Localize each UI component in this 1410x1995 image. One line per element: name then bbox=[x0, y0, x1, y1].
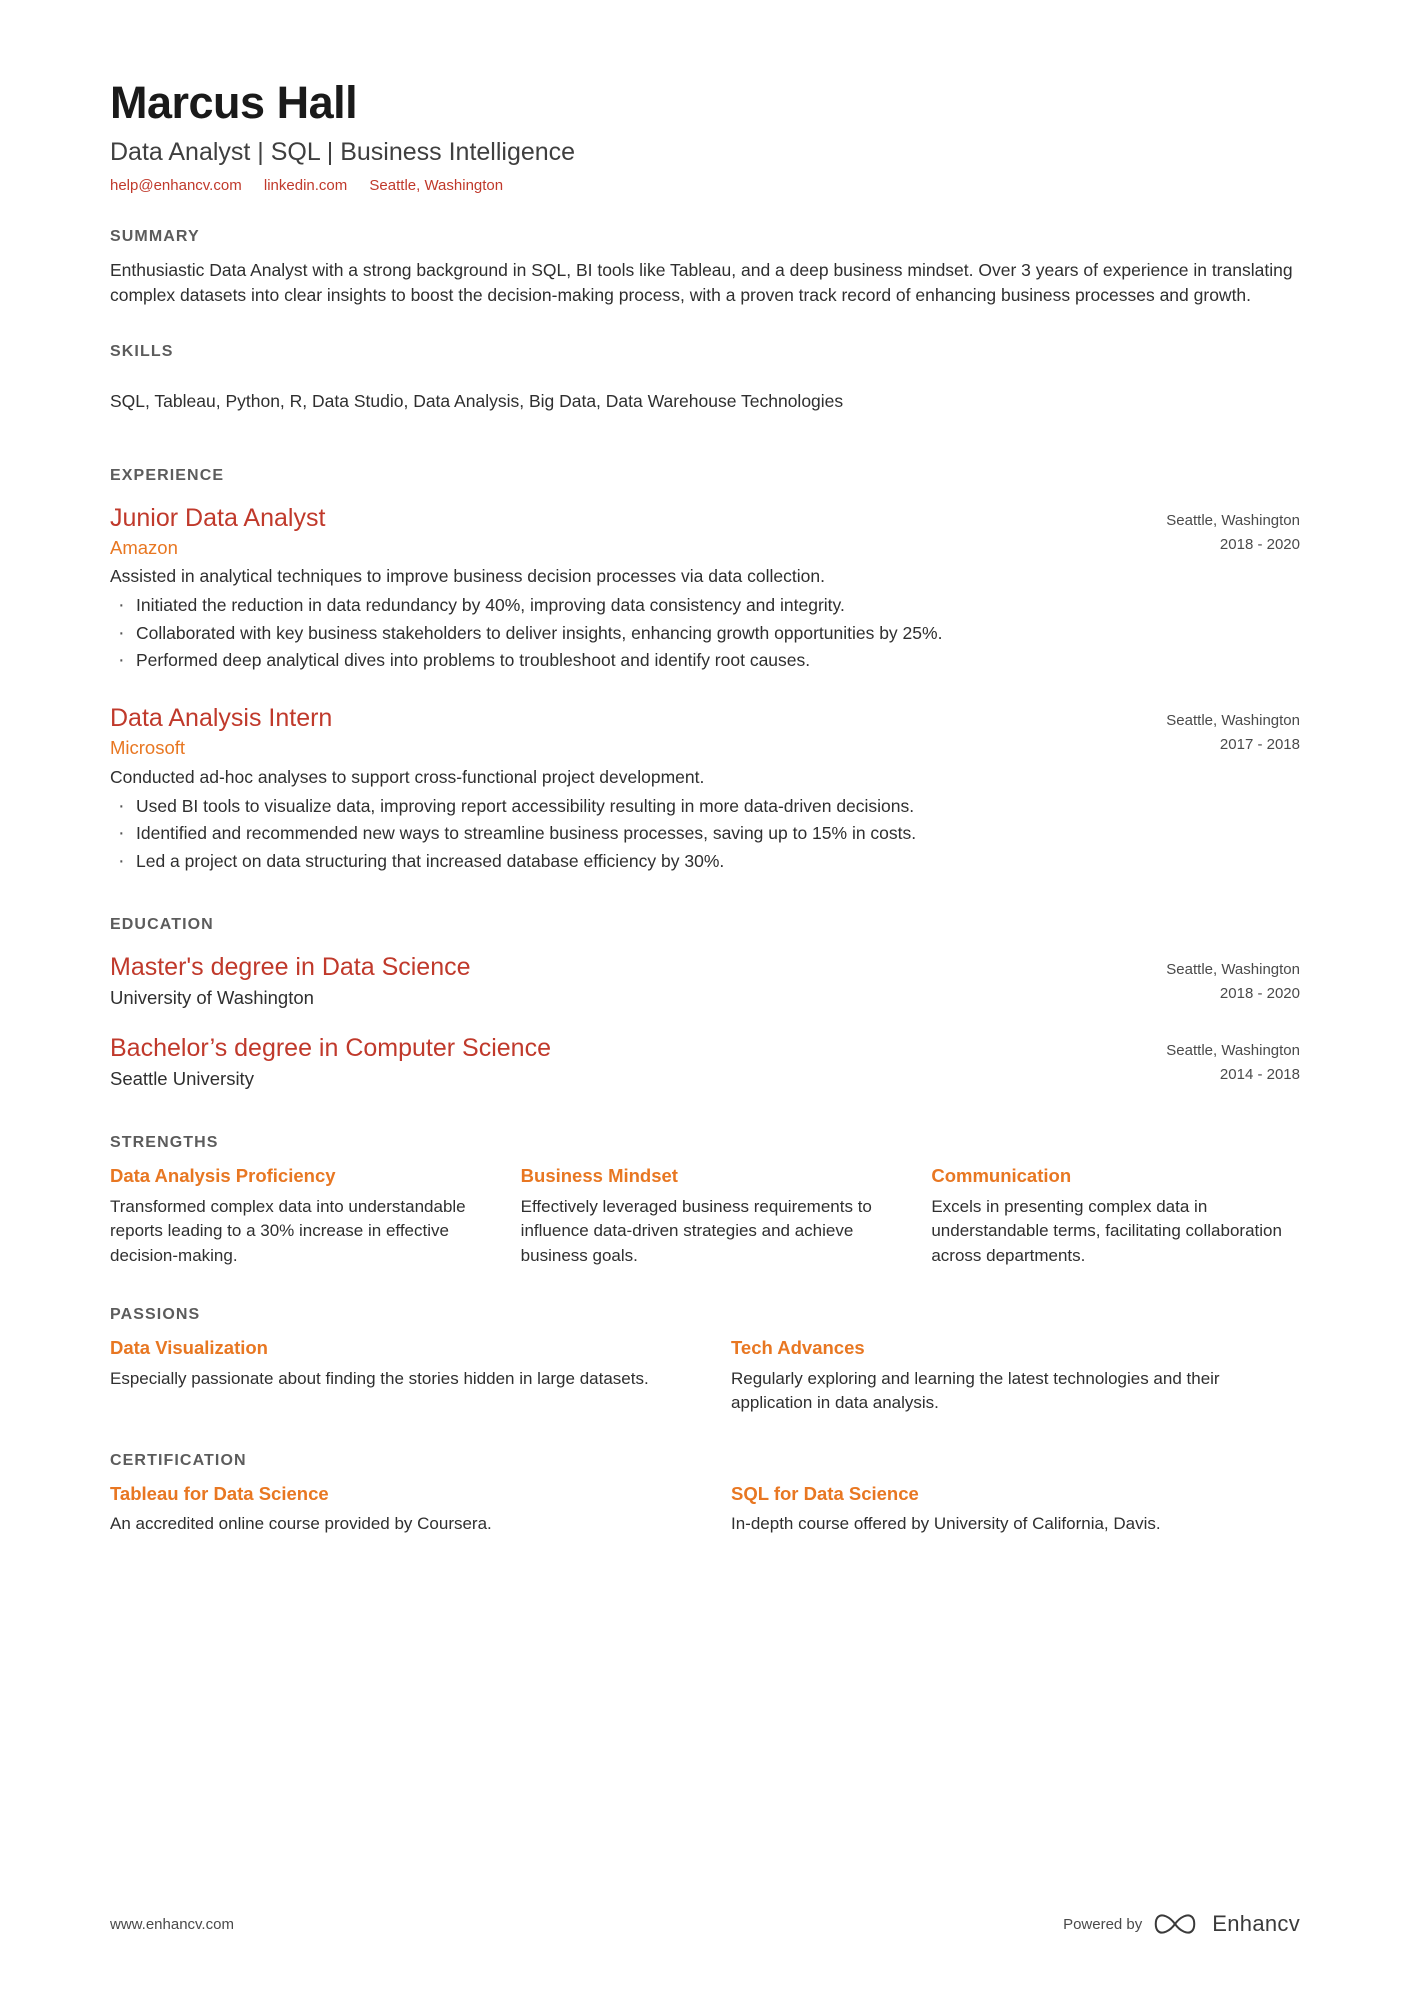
page-footer bbox=[110, 1911, 1300, 1937]
section-title-strengths: STRENGTHS bbox=[110, 1134, 219, 1152]
passion-text: Especially passionate about finding the stories hidden in large datasets. bbox=[110, 1368, 649, 1388]
experience-location: Seattle, Washington bbox=[1166, 712, 1300, 730]
section-summary bbox=[110, 228, 1300, 309]
education-dates: 2018 - 2020 bbox=[1219, 985, 1300, 1003]
education-location: Seattle, Washington bbox=[1166, 961, 1300, 979]
experience-bullets bbox=[110, 593, 1096, 673]
experience-entry-right bbox=[1120, 503, 1300, 557]
strength-item bbox=[110, 1164, 521, 1268]
education-entry-right bbox=[1120, 952, 1300, 1006]
passion-text: Regularly exploring and learning the latest technologies and their application in data analysis. bbox=[731, 1368, 1220, 1413]
experience-entry-left bbox=[110, 503, 1120, 674]
strengths-columns bbox=[110, 1164, 1300, 1268]
section-title-passions: PASSIONS bbox=[110, 1306, 201, 1324]
certification-text: An accredited online course provided by Coursera. bbox=[110, 1513, 492, 1533]
list-item: · Collaborated with key business stakeholders to deliver insights, enhancing growth opportunities by 25%. bbox=[110, 621, 1096, 646]
experience-location: Seattle, Washington bbox=[1166, 511, 1300, 529]
experience-entry bbox=[110, 703, 1300, 874]
section-strengths bbox=[110, 1134, 1300, 1268]
experience-entry-left bbox=[110, 703, 1120, 874]
section-skills bbox=[110, 343, 1300, 415]
strength-text: Effectively leveraged business requirements to influence data-driven strategies and achieve business goals. bbox=[520, 1196, 872, 1265]
page-title: Marcus Hall bbox=[110, 77, 358, 128]
education-degree: Master's degree in Data Science bbox=[110, 953, 471, 982]
education-entry-right bbox=[1120, 1033, 1300, 1087]
education-school: Seattle University bbox=[110, 1068, 254, 1090]
experience-bullets bbox=[110, 794, 1096, 874]
list-item: · Performed deep analytical dives into problems to troubleshoot and identify root causes. bbox=[110, 648, 1096, 673]
powered-by-label: Powered by bbox=[1063, 1915, 1143, 1933]
certification-item bbox=[110, 1482, 731, 1537]
footer-website-url[interactable]: www.enhancv.com bbox=[110, 1915, 234, 1933]
passion-title: Tech Advances bbox=[731, 1337, 865, 1359]
enhancv-logo-icon bbox=[1154, 1911, 1200, 1937]
section-title-skills: SKILLS bbox=[110, 342, 174, 360]
experience-company: Amazon bbox=[110, 536, 178, 558]
education-entry-left bbox=[110, 952, 1120, 1009]
brand-name: Enhancv bbox=[1212, 1911, 1300, 1936]
summary-text: Enthusiastic Data Analyst with a strong background in SQL, BI tools like Tableau, and a deep business mindset. Over 3 years of experience in translating complex datasets into clear insights to boost the decision-making process, with a proven track record of enhancing business processes and growth. bbox=[110, 259, 1293, 306]
section-certification bbox=[110, 1452, 1300, 1537]
section-experience bbox=[110, 467, 1300, 874]
experience-entry-right bbox=[1120, 703, 1300, 757]
experience-company: Microsoft bbox=[110, 737, 186, 759]
contact-linkedin[interactable]: linkedin.com bbox=[263, 176, 348, 194]
passion-item bbox=[110, 1336, 731, 1415]
strength-title: Business Mindset bbox=[520, 1165, 678, 1187]
section-title-summary: SUMMARY bbox=[110, 227, 200, 245]
list-item: · Led a project on data structuring that increased database efficiency by 30%. bbox=[110, 849, 1096, 874]
section-title-certification: CERTIFICATION bbox=[110, 1451, 247, 1469]
education-school: University of Washington bbox=[110, 987, 314, 1009]
strength-item bbox=[931, 1164, 1300, 1268]
strength-title: Data Analysis Proficiency bbox=[110, 1165, 336, 1187]
certification-columns bbox=[110, 1482, 1300, 1537]
certification-title: SQL for Data Science bbox=[731, 1482, 919, 1504]
strength-text: Transformed complex data into understandable reports leading to a 30% increase in effective decision-making. bbox=[110, 1196, 466, 1265]
education-degree: Bachelor’s degree in Computer Science bbox=[110, 1034, 551, 1063]
list-item: · Used BI tools to visualize data, improving report accessibility resulting in more data-driven decisions. bbox=[110, 794, 1096, 819]
passion-title: Data Visualization bbox=[110, 1337, 268, 1359]
list-item: · Initiated the reduction in data redundancy by 40%, improving data consistency and integrity. bbox=[110, 593, 1096, 618]
experience-role: Data Analysis Intern bbox=[110, 704, 333, 733]
footer-branding bbox=[1063, 1911, 1300, 1937]
strength-title: Communication bbox=[931, 1165, 1072, 1187]
experience-dates: 2017 - 2018 bbox=[1219, 736, 1300, 754]
contact-email[interactable]: help@enhancv.com bbox=[110, 176, 242, 194]
certification-title: Tableau for Data Science bbox=[110, 1482, 329, 1504]
experience-description: Conducted ad-hoc analyses to support cross-functional project development. bbox=[110, 766, 705, 787]
experience-dates: 2018 - 2020 bbox=[1219, 535, 1300, 553]
skills-text: SQL, Tableau, Python, R, Data Studio, Data Analysis, Big Data, Data Warehouse Technologies bbox=[110, 390, 844, 411]
professional-headline: Data Analyst | SQL | Business Intelligence bbox=[110, 137, 576, 166]
education-entry bbox=[110, 1033, 1300, 1090]
passion-item bbox=[731, 1336, 1300, 1415]
experience-description: Assisted in analytical techniques to improve business decision processes via data collection. bbox=[110, 565, 825, 586]
strength-item bbox=[521, 1164, 932, 1268]
passions-columns bbox=[110, 1336, 1300, 1415]
education-dates: 2014 - 2018 bbox=[1219, 1066, 1300, 1084]
experience-entry bbox=[110, 503, 1300, 674]
contact-location: Seattle, Washington bbox=[369, 176, 504, 194]
section-title-experience: EXPERIENCE bbox=[110, 466, 225, 484]
contact-list bbox=[110, 177, 1300, 194]
section-title-education: EDUCATION bbox=[110, 916, 214, 934]
certification-text: In-depth course offered by University of California, Davis. bbox=[731, 1513, 1161, 1533]
education-location: Seattle, Washington bbox=[1166, 1042, 1300, 1060]
strength-text: Excels in presenting complex data in understandable terms, facilitating collaboration across departments. bbox=[931, 1196, 1282, 1265]
experience-role: Junior Data Analyst bbox=[110, 503, 326, 532]
education-entry bbox=[110, 952, 1300, 1009]
education-entry-left bbox=[110, 1033, 1120, 1090]
resume-header bbox=[110, 0, 1300, 194]
section-passions bbox=[110, 1306, 1300, 1415]
certification-item bbox=[731, 1482, 1300, 1537]
section-education bbox=[110, 916, 1300, 1090]
list-item: · Identified and recommended new ways to streamline business processes, saving up to 15% in costs. bbox=[110, 821, 1096, 846]
